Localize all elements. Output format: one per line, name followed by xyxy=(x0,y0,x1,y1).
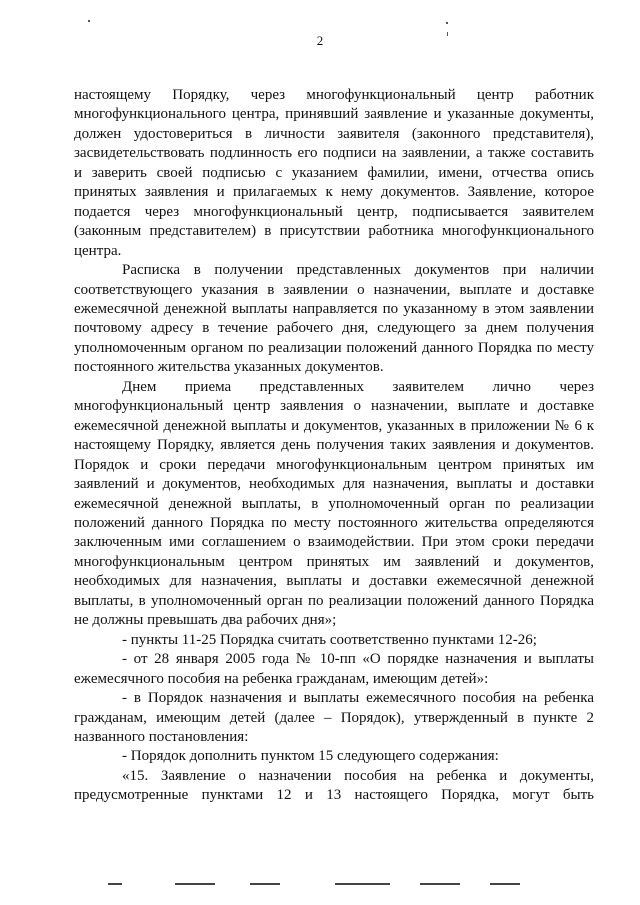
text-line: настоящему Порядку, является день получения таких заявления и документов. xyxy=(74,437,594,454)
text-line: принятых заявления и прилагаемых к нему документов. Заявление, которое xyxy=(74,184,594,201)
text-line: соответствующего указания в заявлении о назначении, выплате и доставке xyxy=(74,281,594,298)
text-line: не должны превышать два рабочих дня»; xyxy=(74,612,337,629)
text-line: гражданам, имеющим детей (далее – Порядок), утвержденный в пункте 2 xyxy=(74,709,594,726)
text-line: Порядок и сроки передачи многофункциональным центром принятых им xyxy=(74,456,594,473)
page-number: 2 xyxy=(316,33,324,48)
text-line: и заверить своей подписью с указанием фамилии, имени, отчества опись xyxy=(74,164,594,181)
paragraph-p1 xyxy=(74,86,594,261)
paragraph-p4 xyxy=(74,631,594,650)
paragraph-p3 xyxy=(74,378,594,631)
text-line: необходимых для назначения, выплаты и доставки ежемесячной денежной xyxy=(74,573,594,590)
scan-line-fragment xyxy=(490,883,520,885)
text-line: положений данного Порядка по месту постоянного жительства определяются xyxy=(74,514,594,531)
text-line: (законным представителем) в присутствии работника многофункционального xyxy=(74,223,594,240)
text-line: ежемесячного пособия на ребенка гражданам, имеющим детей»: xyxy=(74,670,489,687)
text-line: многофункциональным центром принятых им заявлений и документов, xyxy=(74,553,594,570)
text-line: почтовому адресу в течение рабочего дня, следующего за днем получения xyxy=(74,320,594,337)
scan-line-fragment xyxy=(420,883,460,885)
text-line: уполномоченным органом по реализации положений данного Порядка по месту xyxy=(74,339,594,356)
text-line: подается через многофункциональный центр, подписывается заявителем xyxy=(74,203,594,220)
text-line: центра. xyxy=(74,242,122,259)
text-line: Днем приема представленных заявителем лично через xyxy=(122,378,594,395)
text-line: должен удостовериться в личности заявителя (законного представителя), xyxy=(74,125,594,142)
text-line: засвидетельствовать подлинность его подписи на заявлении, а также составить xyxy=(74,145,594,162)
text-line: предусмотренные пунктами 12 и 13 настоящего Порядка, могут быть xyxy=(74,787,594,804)
scan-speck xyxy=(447,32,448,36)
text-line: названного постановления: xyxy=(74,728,249,745)
text-line: заключенным ими соглашением о взаимодействии. При этом сроки передачи xyxy=(74,534,594,551)
paragraph-p8 xyxy=(74,767,594,806)
scan-line-fragment xyxy=(335,883,390,885)
paragraph-p6 xyxy=(74,689,594,747)
text-line: «15. Заявление о назначении пособия на ребенка и документы, xyxy=(122,767,594,784)
text-line: - пункты 11-25 Порядка считать соответственно пунктами 12-26; xyxy=(122,631,537,648)
text-line: Расписка в получении представленных документов при наличии xyxy=(122,262,594,279)
scan-speck xyxy=(88,20,90,22)
paragraph-p7 xyxy=(74,747,594,766)
text-line: - в Порядок назначения и выплаты ежемесячного пособия на ребенка xyxy=(122,690,594,707)
text-line: - от 28 января 2005 года № 10-пп «О порядке назначения и выплаты xyxy=(122,651,594,668)
text-line: ежемесячной денежной выплаты направляется по указанному в этом заявлении xyxy=(74,300,594,317)
text-line: настоящему Порядку, через многофункциональный центр работник xyxy=(74,87,594,103)
scan-line-fragment xyxy=(250,883,280,885)
text-line: - Порядок дополнить пунктом 15 следующего содержания: xyxy=(122,748,499,765)
text-line: постоянного жительства указанных документов. xyxy=(74,359,384,376)
scan-line-fragment xyxy=(175,883,215,885)
paragraph-p5 xyxy=(74,650,594,689)
document-body xyxy=(74,86,594,806)
text-line: многофункционального центра, принявший заявление и указанные документы, xyxy=(74,106,594,123)
paragraph-p2 xyxy=(74,261,594,378)
text-line: выплаты, в уполномоченный орган по реализации положений данного Порядка xyxy=(74,592,594,609)
text-line: ежемесячной денежной выплаты и документов, указанных в приложении № 6 к xyxy=(74,417,594,434)
text-line: заявлений и документов, необходимых для назначения, выплаты и доставки xyxy=(74,476,594,493)
scan-line-fragment xyxy=(108,883,122,885)
text-line: многофункциональный центр заявления о назначении, выплате и доставке xyxy=(74,398,594,415)
text-line: ежемесячной денежной выплаты, в уполномоченный орган по реализации xyxy=(74,495,594,512)
scan-speck xyxy=(446,22,448,24)
